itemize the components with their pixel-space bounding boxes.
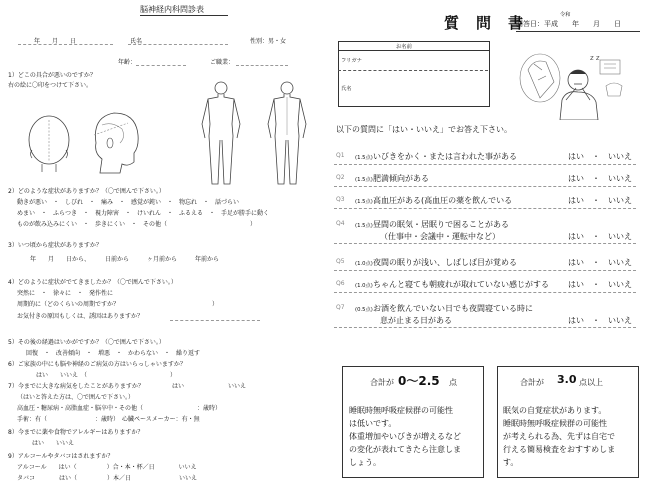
result-low-value: 0〜2.5 [398,374,440,388]
answer-date[interactable]: 回答日：平成 年 月 日 [516,20,621,28]
q4-line3: お気付きの原因もしくは、誘因はありますか？ [17,313,144,320]
q5-line1[interactable]: 回復 ・ 改善傾向 ・ 増悪 ・ かわらない ・ 繰り返す [26,350,201,357]
body-front-diagram[interactable] [196,80,246,190]
question-text: いびきをかく・または言われた事がある [373,152,517,161]
svg-text:z z: z z [590,54,600,62]
q6-line1[interactable]: はい いいえ （ [36,372,88,379]
body-back-diagram[interactable] [262,80,312,190]
name-field-label[interactable]: 氏名 [341,86,352,92]
result-high-suffix: 点以上 [579,378,603,387]
question-points: (1.0点) [355,261,373,267]
result-text-line: しょう。 [349,458,381,467]
question-points: (1.5点) [355,177,373,183]
q9-alcohol[interactable]: アルコール はい（ ）合・本・杯／日 いいえ [17,464,197,471]
q2-title: 2）どのような症状がありますか？（〇で囲んで下さい。） [8,188,165,195]
result-text-line: 眠気の自覚症状があります。 [503,406,607,415]
question-divider [334,270,636,271]
result-text-line: の変化が表れてきたら注意しま [349,445,461,454]
q2-line3[interactable]: ものが飲み込みにくい ・ 歩きにくい ・ その他（ [17,221,168,228]
name-box-header: お名前 [396,44,412,50]
question-text-cont: 息が止まる日がある [380,316,452,325]
question-text: 昼間の眠気・居眠りで困ることがある [373,220,509,229]
q7-yes[interactable]: はい [172,383,185,390]
result-text-line: 睡眠時無呼吸症候群の可能性 [503,419,607,428]
question-number: Q2 [336,174,345,181]
q7-line2[interactable]: 高血圧・糖尿病・高脂血症・脳卒中・その他（ ：歳時） [17,405,222,412]
answer-choice[interactable]: はい ・ いいえ [568,316,632,325]
question-text: 高血圧がある(高血圧の薬を飲んでいる [373,196,513,205]
question-divider [334,327,636,328]
questionnaire-title: 質 問 書 [444,14,525,32]
head-side-diagram[interactable] [84,107,144,175]
q7-title: 7）今までに大きな病気をしたことがありますか？ [8,383,144,390]
answer-choice[interactable]: はい ・ いいえ [568,174,632,183]
question-text: 夜間の眠りが浅い、しばしば目が覚める [373,258,517,267]
result-text-line: 体重増加やいびきが増えるなど [349,432,461,441]
sleepy-person-illustration [510,40,630,120]
era-label: 令和 [560,12,571,18]
q4-title: 4）どのように症状がでてきましたか？（〇で囲んで下さい。） [8,279,177,286]
q7-no[interactable]: いいえ [228,383,247,390]
intro-text: 以下の質問に「はい・いいえ」でお答え下さい。 [336,125,512,134]
q9-tobacco[interactable]: タバコ はい（ ）本／日 いいえ [17,475,197,482]
question-divider [334,208,636,209]
q3-line1[interactable]: 年 月 日から、 日前から ヶ月前から 年前から [30,256,220,263]
age-field[interactable]: 年齢： [118,59,137,66]
q3-title: 3）いつ頃から症状がありますか？ [8,242,102,249]
question-points: (1.5点) [355,199,373,205]
question-number: Q3 [336,196,345,203]
q4-close-paren: ） [212,301,219,308]
q6-close-paren: ） [170,372,177,379]
question-divider [334,186,636,187]
q4-line2[interactable]: 周期的に（どのくらいの周期ですか？ [17,301,120,308]
occupation-field[interactable]: ご職業： [210,59,235,66]
question-text: 肥満傾向がある [373,174,429,183]
result-high-prefix: 合計が [520,378,544,387]
result-text-line: が考えられる為、先ずは自宅で [503,432,615,441]
q2-line2[interactable]: めまい ・ ふらつき ・ 視力障害 ・ けいれん ・ ふるえる ・ 手足が勝手に動く [17,210,269,217]
question-points: (1.5点) [355,155,373,161]
answer-choice[interactable]: はい ・ いいえ [568,258,632,267]
furigana-label: フリガナ [341,58,362,64]
q1-sub: 右の絵に〇印をつけて下さい。 [8,82,93,89]
question-text: ちゃんと寝ても朝疲れが取れていない感じがする [373,280,549,289]
q2-close-paren: ） [250,221,257,228]
page-title: 脳神経内科問診表 [140,5,204,14]
q6-title: 6）ご家族の中にも脳や神経のご病気の方はいらっしゃいますか？ [8,361,186,368]
question-number: Q5 [336,258,345,265]
q4-line1[interactable]: 突然に ・ 徐々に ・ 発作性に [17,290,114,297]
question-divider [334,243,636,244]
q8-line1[interactable]: はい いいえ [32,440,75,447]
question-number: Q1 [336,152,345,159]
question-points: (1.0点) [355,283,373,289]
head-back-diagram[interactable] [22,112,77,172]
gender-field[interactable]: 性別：男・女 [250,38,287,45]
question-points: (0.5点) [355,307,373,313]
answer-choice[interactable]: はい ・ いいえ [568,280,632,289]
q1-title: 1）どこの具合が悪いのですか？ [8,72,96,79]
answer-choice[interactable]: はい ・ いいえ [568,196,632,205]
result-low-prefix: 合計が [370,378,394,387]
q9-title: 9）アルコールやタバコはされますか？ [8,453,114,460]
question-points: (1.5点) [355,223,373,229]
result-high-value: 3.0 [557,373,577,386]
result-low-suffix: 点 [449,378,457,387]
q5-title: 5）その後の経過はいかがですか？（〇で囲んで下さい。） [8,339,165,346]
answer-choice[interactable]: はい ・ いいえ [568,232,632,241]
title-underline [140,15,228,16]
question-number: Q4 [336,220,345,227]
question-text-cont: （仕事中・会議中・運転中など） [380,232,500,241]
question-number: Q7 [336,304,345,311]
result-text-line: 睡眠時無呼吸症候群の可能性 [349,406,453,415]
result-text-line: は低いです。 [349,419,397,428]
answer-choice[interactable]: はい ・ いいえ [568,152,632,161]
question-text: お酒を飲んでいない日でも夜間寝ている時に [373,304,533,313]
q8-title: 8）今までに薬や食物でアレルギーはありますか？ [8,429,144,436]
question-number: Q6 [336,280,345,287]
question-divider [334,292,636,293]
q7-line3[interactable]: 手術：有（ ：歳時） 心臓ペースメーカー：有・無 [17,416,200,423]
name-label: 氏名 [130,38,143,45]
q7-line1: （はいと答えた方は、〇で囲んで下さい。） [17,394,135,401]
q2-line1[interactable]: 動きが悪い ・ しびれ ・ 痛み ・ 感覚が鈍い ・ 物忘れ ・ 話づらい [17,199,240,206]
date-field[interactable]: 年 月 日 [34,38,77,45]
result-text-line: す。 [503,458,519,467]
result-text-line: 行える簡易検査をおすすめしま [503,445,616,454]
question-divider [334,164,636,165]
